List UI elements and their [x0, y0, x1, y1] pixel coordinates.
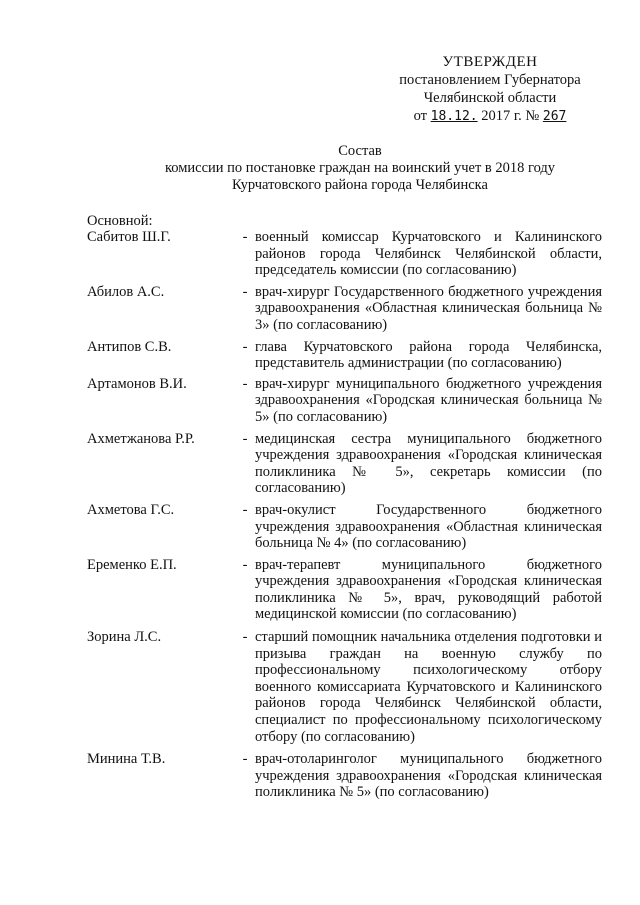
- member-dash: -: [242, 501, 248, 518]
- member-description: врач-хирург муниципального бюджетного учреждения здравоохранения «Городская клиническая больница № 5» (по согласованию): [255, 375, 602, 425]
- document-title: [100, 143, 620, 194]
- member-dash: -: [242, 430, 248, 447]
- section-label: Основной:: [87, 213, 153, 229]
- member-dash: -: [242, 751, 248, 768]
- member-name: Антипов С.В.: [87, 338, 172, 355]
- member-dash: -: [242, 338, 248, 355]
- approval-number: 267: [542, 109, 567, 124]
- date-prefix: от: [413, 108, 428, 124]
- approval-date: 18.12.: [430, 109, 478, 124]
- approval-date-line: [395, 107, 585, 126]
- member-row: [87, 376, 602, 426]
- approval-title: УТВЕРЖДЕН: [442, 54, 538, 70]
- member-name: Минина Т.В.: [87, 751, 166, 768]
- member-description: врач-хирург Государственного бюджетного учреждения здравоохранения «Областная клиническая больница № 3» (по согласованию): [255, 283, 602, 333]
- member-name: Артамонов В.И.: [87, 375, 187, 392]
- approval-block: [395, 53, 585, 126]
- member-row: [87, 502, 602, 552]
- member-description: врач-отоларинголог муниципального бюджетного учреждения здравоохранения «Городская клиническая поликлиника № 5» (по согласованию): [255, 751, 602, 801]
- approval-line-1: постановлением Губернатора: [399, 72, 581, 88]
- member-description: глава Курчатовского района города Челябинска, представитель администрации (по согласованию): [255, 338, 602, 372]
- year-label: 2017 г. №: [481, 108, 540, 124]
- member-description: медицинская сестра муниципального бюджетного учреждения здравоохранения «Городская клиническая поликлиника № 5», секретарь комиссии (по согласованию): [255, 430, 602, 497]
- member-description: врач-терапевт муниципального бюджетного учреждения здравоохранения «Городская клиническая поликлиника № 5», врач, руководящий работой медицинской комиссии (по согласованию): [255, 556, 602, 623]
- member-name: Ахметова Г.С.: [87, 501, 175, 518]
- member-description: старший помощник начальника отделения подготовки и призыва граждан на военную службу по профессиональному психологическому отбору военного комиссариата Курчатовского и Калининского районов города Челябинск Челябинской области, специалист по профессиональному психологическому отбору (по согласованию): [255, 629, 602, 745]
- member-dash: -: [242, 229, 248, 245]
- member-name: Еременко Е.П.: [87, 556, 177, 573]
- member-row: [87, 339, 602, 372]
- member-description: врач-окулист Государственного бюджетного учреждения здравоохранения «Областная клиническая больница № 4» (по согласованию): [255, 501, 602, 552]
- member-name: Сабитов Ш.Г.: [87, 229, 171, 245]
- approval-line-2: Челябинской области: [423, 90, 557, 106]
- member-row: [87, 431, 602, 497]
- member-row: [87, 229, 602, 279]
- member-name: Абилов А.С.: [87, 283, 165, 300]
- member-row: [87, 751, 602, 801]
- member-row: [87, 557, 602, 623]
- member-row: [87, 629, 602, 745]
- title-line-1: Состав: [338, 143, 382, 159]
- member-list: [87, 229, 602, 801]
- member-dash: -: [242, 629, 248, 646]
- member-dash: -: [242, 375, 248, 392]
- member-name: Ахметжанова Р.Р.: [87, 430, 195, 447]
- member-dash: -: [242, 283, 248, 300]
- member-description: военный комиссар Курчатовского и Калининского районов города Челябинск Челябинской области, председатель комиссии (по согласованию): [255, 229, 602, 279]
- member-dash: -: [242, 556, 248, 573]
- member-name: Зорина Л.С.: [87, 629, 162, 646]
- member-row: [87, 284, 602, 334]
- title-line-3: Курчатовского района города Челябинска: [232, 177, 488, 193]
- title-line-2: комиссии по постановке граждан на воинский учет в 2018 году: [164, 160, 556, 176]
